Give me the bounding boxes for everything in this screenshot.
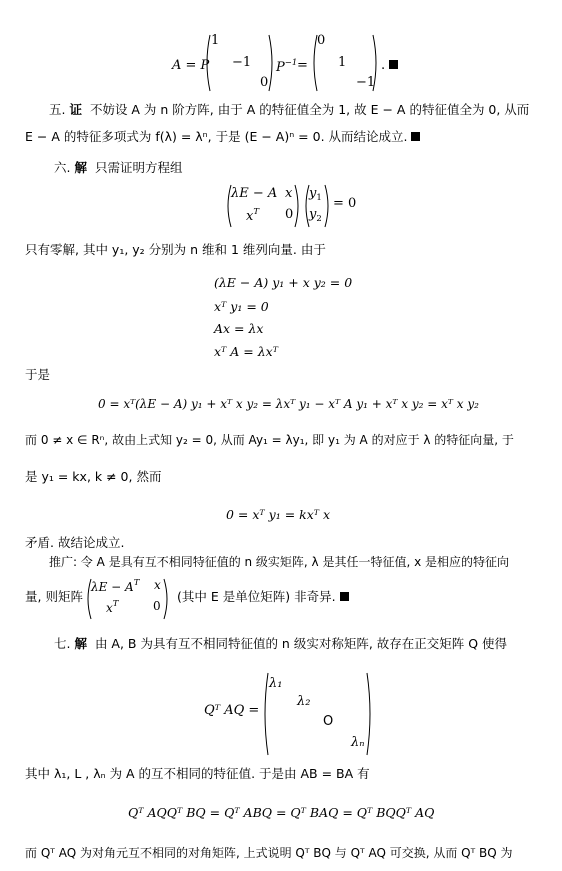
diag-entry: λ₁ xyxy=(269,676,283,691)
eq1-m2-entry: 1 xyxy=(338,55,347,70)
sec6-line-zero: 只有零解, 其中 y₁, y₂ 分别为 n 维和 1 维列向量. 由于 xyxy=(25,242,326,257)
sec6-generalization: 推广: 令 A 是具有互不相同特征值的 n 级实矩阵, λ 是其任一特征值, x 是相应的特征向 xyxy=(49,555,510,569)
eq1-lhs: A = P xyxy=(172,58,210,73)
mat-d: 0 xyxy=(153,599,161,613)
sec6-eq-k: 0 = xᵀ y₁ = kxᵀ x xyxy=(226,507,331,522)
mat-a: $\lambda E - A^T$ xyxy=(91,578,140,594)
eq1-m1-left-paren xyxy=(203,34,211,92)
eq1-m2-entry: −1 xyxy=(356,75,376,90)
mat-c: $x^T$ xyxy=(106,599,119,615)
sec7-last: 而 Qᵀ AQ 为对角元互不相同的对角矩阵, 上式说明 Qᵀ BQ 与 Qᵀ AQ 可交换, 从而 Qᵀ BQ 为 xyxy=(25,846,513,860)
sec7-line1: 七. 解 由 A, B 为具有互不相同特征值的 n 级实对称矩阵, 故存在正交矩阵 Q 使得 xyxy=(54,636,508,651)
sec6-chain: 0 = xᵀ(λE − A) y₁ + xᵀ x y₂ = λxᵀ y₁ − xᵀ A y₁ + xᵀ x y₂ = xᵀ x y₂ xyxy=(98,397,479,411)
qed-mark xyxy=(389,60,398,69)
sec6-eq: xᵀ A = λxᵀ xyxy=(214,344,278,359)
eq1-equals: = xyxy=(297,58,308,73)
sec6-eq: (λE − A) y₁ + x y₂ = 0 xyxy=(214,275,353,290)
eq1-m1-entry: 0 xyxy=(260,75,269,90)
mat-b: x xyxy=(154,578,161,592)
sec6-liang-post: (其中 E 是单位矩阵) 非奇异. xyxy=(177,589,349,605)
sec6-eq: Ax = λx xyxy=(214,321,264,336)
diag-entry: λ₂ xyxy=(297,694,311,709)
sec6-line-er: 而 0 ≠ x ∈ Rⁿ, 故由上式知 y₂ = 0, 从而 Ay₁ = λy₁, 即 y₁ 为 A 的对应于 λ 的特征向量, 于 xyxy=(25,433,514,447)
sec6-yushi: 于是 xyxy=(25,367,51,382)
diag-lhs: Qᵀ AQ = xyxy=(204,703,260,718)
sys-r2c1: $x^T$ xyxy=(246,207,260,224)
eq1-m2-right-paren xyxy=(372,34,380,92)
diag-entry: λₙ xyxy=(351,735,365,750)
sec6-line-shi: 是 y₁ = kx, k ≠ 0, 然而 xyxy=(25,469,162,484)
diag-left-paren xyxy=(261,672,269,756)
sec6-eq: xᵀ y₁ = 0 xyxy=(214,299,269,314)
sec6-contradiction: 矛盾. 故结论成立. xyxy=(25,535,125,550)
eq1-end: . xyxy=(381,58,398,73)
eq1-m1-entry: −1 xyxy=(232,55,252,70)
eq1-m2-entry: 0 xyxy=(317,33,326,48)
eq1-pinv: $P^{-1}$ xyxy=(276,58,298,75)
sys-r1c1: λE − A xyxy=(231,186,278,201)
eq1-m1-entry: 1 xyxy=(211,33,220,48)
eq1-m1-right-paren xyxy=(268,34,276,92)
sec7-line-qi: 其中 λ₁, L , λₙ 为 A 的互不相同的特征值. 于是由 AB = BA 有 xyxy=(25,766,370,781)
sys-mid-paren-right xyxy=(294,184,302,228)
sec6-heading: 六. 解 只需证明方程组 xyxy=(54,160,183,175)
sys-r1c2: x xyxy=(285,186,293,201)
sec6-liang-pre: 量, 则矩阵 xyxy=(25,589,83,604)
mat-right-paren xyxy=(163,578,171,620)
diag-entry: O xyxy=(323,714,334,729)
sec5-line1: 五. 证 不妨设 A 为 n 阶方阵, 由于 A 的特征值全为 1, 故 E − A 的特征值全为 0, 从而 xyxy=(49,102,530,117)
diag-right-paren xyxy=(366,672,374,756)
sys-y2: $y_2$ xyxy=(309,207,322,224)
qed-mark xyxy=(340,592,349,601)
sec5-line2: E − A 的特征多项式为 f(λ) = λⁿ, 于是 (E − A)ⁿ = 0. 从而结论成立. xyxy=(25,129,420,145)
sys-r2c2: 0 xyxy=(285,207,294,222)
qed-mark xyxy=(411,132,420,141)
sys-y1: $y_1$ xyxy=(309,186,322,203)
sec7-chain: Qᵀ AQQᵀ BQ = Qᵀ ABQ = Qᵀ BAQ = Qᵀ BQQᵀ AQ xyxy=(128,805,435,820)
sys-right-paren xyxy=(324,184,332,228)
sys-rhs: = 0 xyxy=(333,196,357,211)
